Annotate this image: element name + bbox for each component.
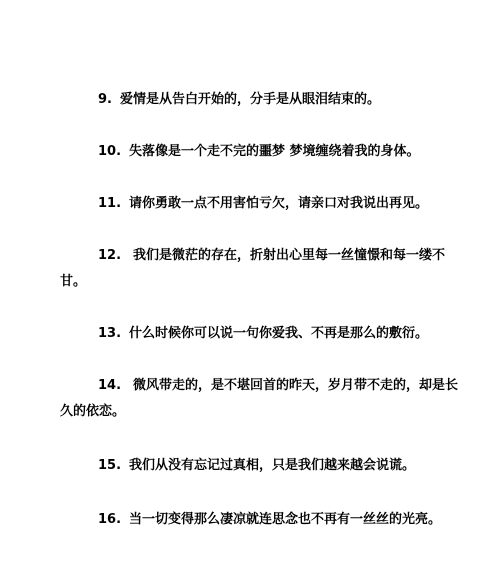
item-text: 当一切变得那么凄凉就连思念也不再有一丝丝的光亮。 [129, 512, 442, 527]
item-text: 请你勇敢一点不用害怕亏欠，请亲口对我说出再见。 [129, 196, 429, 211]
item-number: 10. [98, 144, 122, 159]
item-number: 13. [98, 326, 122, 341]
list-item [60, 243, 460, 295]
item-number: 15. [98, 458, 122, 473]
item-number: 12. [98, 248, 122, 263]
list-item [60, 453, 498, 479]
list-item [60, 87, 498, 113]
list-item [60, 373, 460, 425]
list-item [60, 321, 498, 347]
list-item [60, 191, 498, 217]
item-text: 微风带走的，是不堪回首的昨天，岁月带不走的，却是长久的依恋。 [60, 378, 459, 419]
list-item [60, 507, 498, 533]
item-text: 什么时候你可以说一句你爱我、不再是那么的敷衍。 [129, 326, 429, 341]
item-number: 9. [98, 92, 112, 107]
item-text: 我们从没有忘记过真相，只是我们越来越会说谎。 [129, 458, 416, 473]
list-item [60, 139, 498, 165]
item-text: 失落像是一个走不完的噩梦 梦境缠绕着我的身体。 [129, 144, 420, 159]
item-number: 14. [98, 378, 122, 393]
item-text: 我们是微茫的存在，折射出心里每一丝憧憬和每一缕不甘。 [60, 248, 446, 289]
item-number: 11. [98, 196, 122, 211]
item-text: 爱情是从告白开始的，分手是从眼泪结束的。 [119, 92, 380, 107]
item-number: 16. [98, 512, 122, 527]
